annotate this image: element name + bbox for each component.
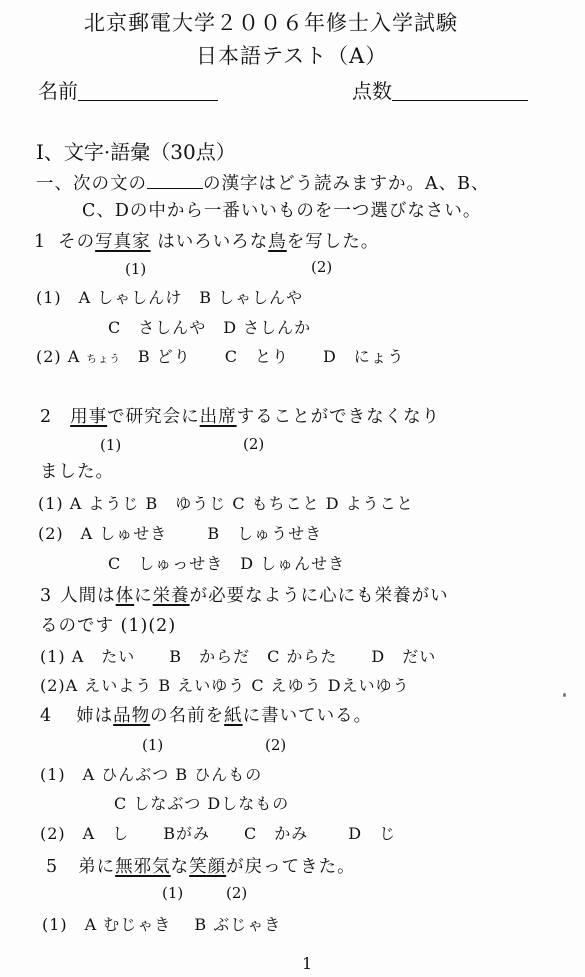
score-label: 点数: [352, 79, 392, 103]
underlined-term-1: 写真家: [95, 232, 151, 252]
instruction-text-b: の漢字はどう読みますか。A、B、: [203, 174, 490, 194]
question-number: 3: [40, 586, 53, 606]
question-text: が必要なように心にも栄養がい: [189, 586, 449, 606]
answer-line: (1) A たい B からだ C からた D だい: [40, 647, 437, 666]
answer-line: (1) A ひんぶつ B ひんもの: [40, 765, 263, 784]
term-marker-1: (1): [100, 436, 122, 454]
underlined-term-1: 体: [115, 586, 135, 606]
question-text: に: [134, 586, 153, 606]
question-number: 5: [46, 857, 59, 877]
name-blank-line: [78, 80, 218, 101]
underlined-term-2: 出席: [199, 407, 237, 427]
answer-line: (2) A し Bがみ C かみ D じ: [40, 824, 397, 843]
instruction-text-a: 一、次の文の: [36, 174, 147, 194]
question-1: [34, 234, 379, 252]
term-marker-2: (2): [243, 435, 265, 453]
question-continuation: るのです (1)(2): [40, 616, 177, 636]
answer-line: C しなぶつ Dしなもの: [114, 794, 290, 813]
question-number: 2: [40, 407, 53, 427]
answer-line: (1) A しゃしんけ B しゃしんや: [36, 288, 304, 307]
answer-line: C しゅっせき D しゅんせき: [108, 554, 346, 573]
answer-small-text: ちょう: [86, 353, 121, 365]
section-heading: Ⅰ、文字·語彙（30点）: [36, 140, 236, 164]
question-5: [46, 859, 356, 877]
instruction-line-1: [36, 172, 490, 194]
question-text: を写した。: [286, 232, 380, 252]
question-text: に書いている。: [242, 706, 373, 726]
page-number: 1: [302, 954, 314, 973]
underlined-term-1: 用事: [70, 407, 108, 427]
question-continuation: ました。: [40, 462, 114, 482]
question-number: 1: [34, 232, 47, 252]
name-field: [38, 80, 218, 101]
answer-line: C さしんや D さしんか: [108, 318, 312, 337]
answer-text: (2) A: [36, 347, 87, 366]
question-text: な: [170, 857, 190, 877]
question-text: で研究会に: [107, 407, 200, 427]
question-3: [40, 588, 449, 606]
term-marker-2: (2): [226, 884, 248, 902]
answer-text: B どり C とり D にょう: [120, 347, 405, 366]
underlined-term-1: 品物: [113, 706, 151, 726]
underlined-term-1: 無邪気: [115, 857, 171, 877]
answer-line: [36, 349, 405, 365]
exam-subtitle: 日本語テスト（A）: [196, 44, 388, 68]
question-text: 弟に: [78, 857, 116, 877]
question-text: の名前を: [150, 706, 225, 726]
underlined-term-2: 紙: [224, 706, 243, 726]
scan-speck: [563, 693, 566, 697]
question-text: が戻ってきた。: [226, 857, 356, 877]
term-marker-1: (1): [162, 884, 184, 902]
question-text: することができなくなり: [236, 407, 441, 427]
underlined-term-2: 栄養: [152, 586, 190, 606]
question-number: 4: [40, 706, 53, 726]
term-marker-1: (1): [125, 260, 147, 278]
answer-line: (1) A むじゃき B ぶじゃき: [42, 915, 282, 934]
instruction-blank: [147, 172, 203, 189]
underlined-term-2: 笑顔: [189, 857, 227, 877]
question-text: その: [58, 232, 96, 252]
score-blank-line: [392, 80, 528, 101]
question-text: 姉は: [76, 706, 114, 726]
question-4: [40, 708, 372, 726]
question-2: [40, 409, 440, 427]
term-marker-2: (2): [265, 736, 287, 754]
answer-line: (1) A ようじ B ゆうじ C もちこと D ようこと: [38, 494, 414, 513]
term-marker-1: (1): [142, 736, 164, 754]
instruction-line-2: C、Dの中から一番いいものを一つ選びなさい。: [82, 201, 482, 221]
question-text: 人間は: [60, 586, 116, 606]
term-marker-2: (2): [311, 258, 333, 276]
exam-title: 北京郵電大学２００６年修士入学試験: [84, 11, 458, 35]
answer-line: (2) A しゅせき B しゅうせき: [38, 524, 323, 543]
answer-line: (2)A えいよう B えいゆう C えゆう Dえいゆう: [40, 676, 410, 695]
question-text: はいろいろな: [150, 232, 269, 252]
score-field: [352, 80, 528, 101]
name-label: 名前: [38, 79, 78, 103]
underlined-term-2: 鳥: [268, 232, 287, 252]
